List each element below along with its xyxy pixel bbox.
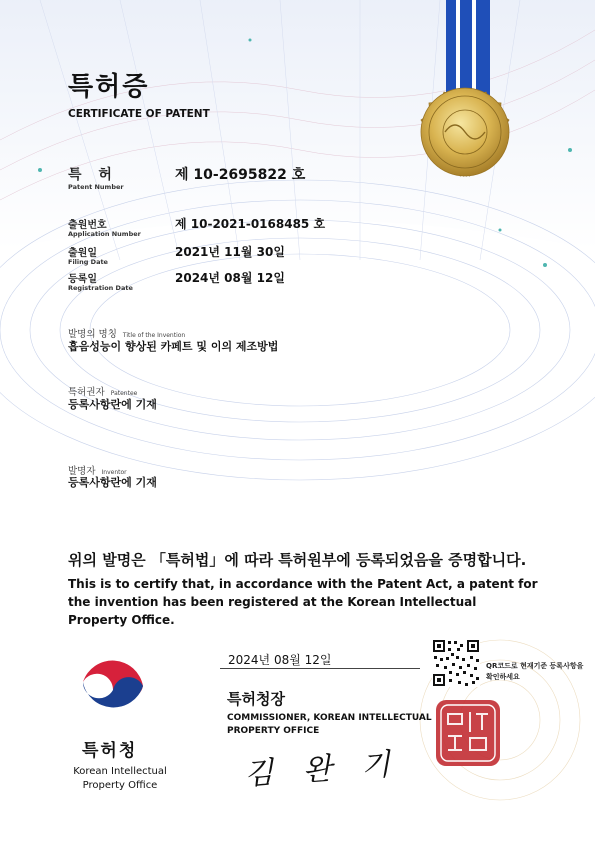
inventor-label-en: Inventor — [101, 469, 127, 476]
invention-title-value: 흡음성능이 향상된 카페트 및 이의 제조방법 — [68, 340, 279, 353]
certification-statement-ko: 위의 발명은 「특허법」에 따라 특허원부에 등록되었음을 증명합니다. — [68, 551, 527, 569]
patent-number-value: 제 10-2695822 호 — [175, 167, 306, 183]
certificate-title-en: CERTIFICATE OF PATENT — [68, 108, 210, 120]
inventor-label-ko: 발명자 — [68, 466, 96, 477]
registration-date-value: 2024년 08월 12일 — [175, 271, 285, 285]
filing-date-label: 출원일 — [68, 248, 97, 259]
registration-date-label: 등록일 — [68, 274, 97, 285]
certificate-title: 특허증 — [68, 72, 150, 102]
patentee-label-en: Patentee — [110, 390, 138, 397]
office-name: 특허청 — [82, 741, 138, 761]
application-number-label: 출원번호 — [68, 220, 107, 231]
ribbon — [446, 0, 490, 95]
filing-date-label-en: Filing Date — [68, 258, 108, 266]
registration-date-label-en: Registration Date — [68, 284, 133, 292]
kipo-logo — [80, 657, 146, 723]
patent-number-label-en: Patent Number — [68, 183, 124, 191]
filing-date-value: 2021년 11월 30일 — [175, 245, 285, 259]
qr-code — [432, 639, 480, 687]
application-number-label-en: Application Number — [68, 230, 141, 238]
commissioner-title-en: COMMISSIONER, KOREAN INTELLECTUAL PROPERTY OFFICE — [227, 713, 432, 736]
patentee-value: 등록사항란에 기재 — [68, 398, 157, 411]
qr-note: QR코드로 현재기준 등록사항을 확인하세요 — [486, 662, 584, 681]
commissioner-title: 특허청장 — [227, 690, 285, 708]
certification-statement-en: This is to certify that, in accordance with the Patent Act, a patent for the invention has been registered at the Korean Intellectual Property Office. — [68, 577, 538, 627]
invention-label-en: Title of the Invention — [122, 332, 186, 339]
issue-date-underline — [220, 668, 420, 669]
application-number-value: 제 10-2021-0168485 호 — [175, 217, 326, 231]
invention-label-ko: 발명의 명칭 — [68, 329, 117, 340]
svg-text:· · · ·: · · · · — [459, 174, 471, 180]
signature: 김 완 기 — [243, 746, 402, 793]
issue-date: 2024년 08월 12일 — [228, 653, 332, 667]
office-name-en: Korean Intellectual Property Office — [73, 766, 167, 791]
inventor-value: 등록사항란에 기재 — [68, 476, 157, 489]
patent-number-label: 특 허 — [68, 167, 118, 183]
patentee-label-ko: 특허권자 — [68, 387, 105, 398]
